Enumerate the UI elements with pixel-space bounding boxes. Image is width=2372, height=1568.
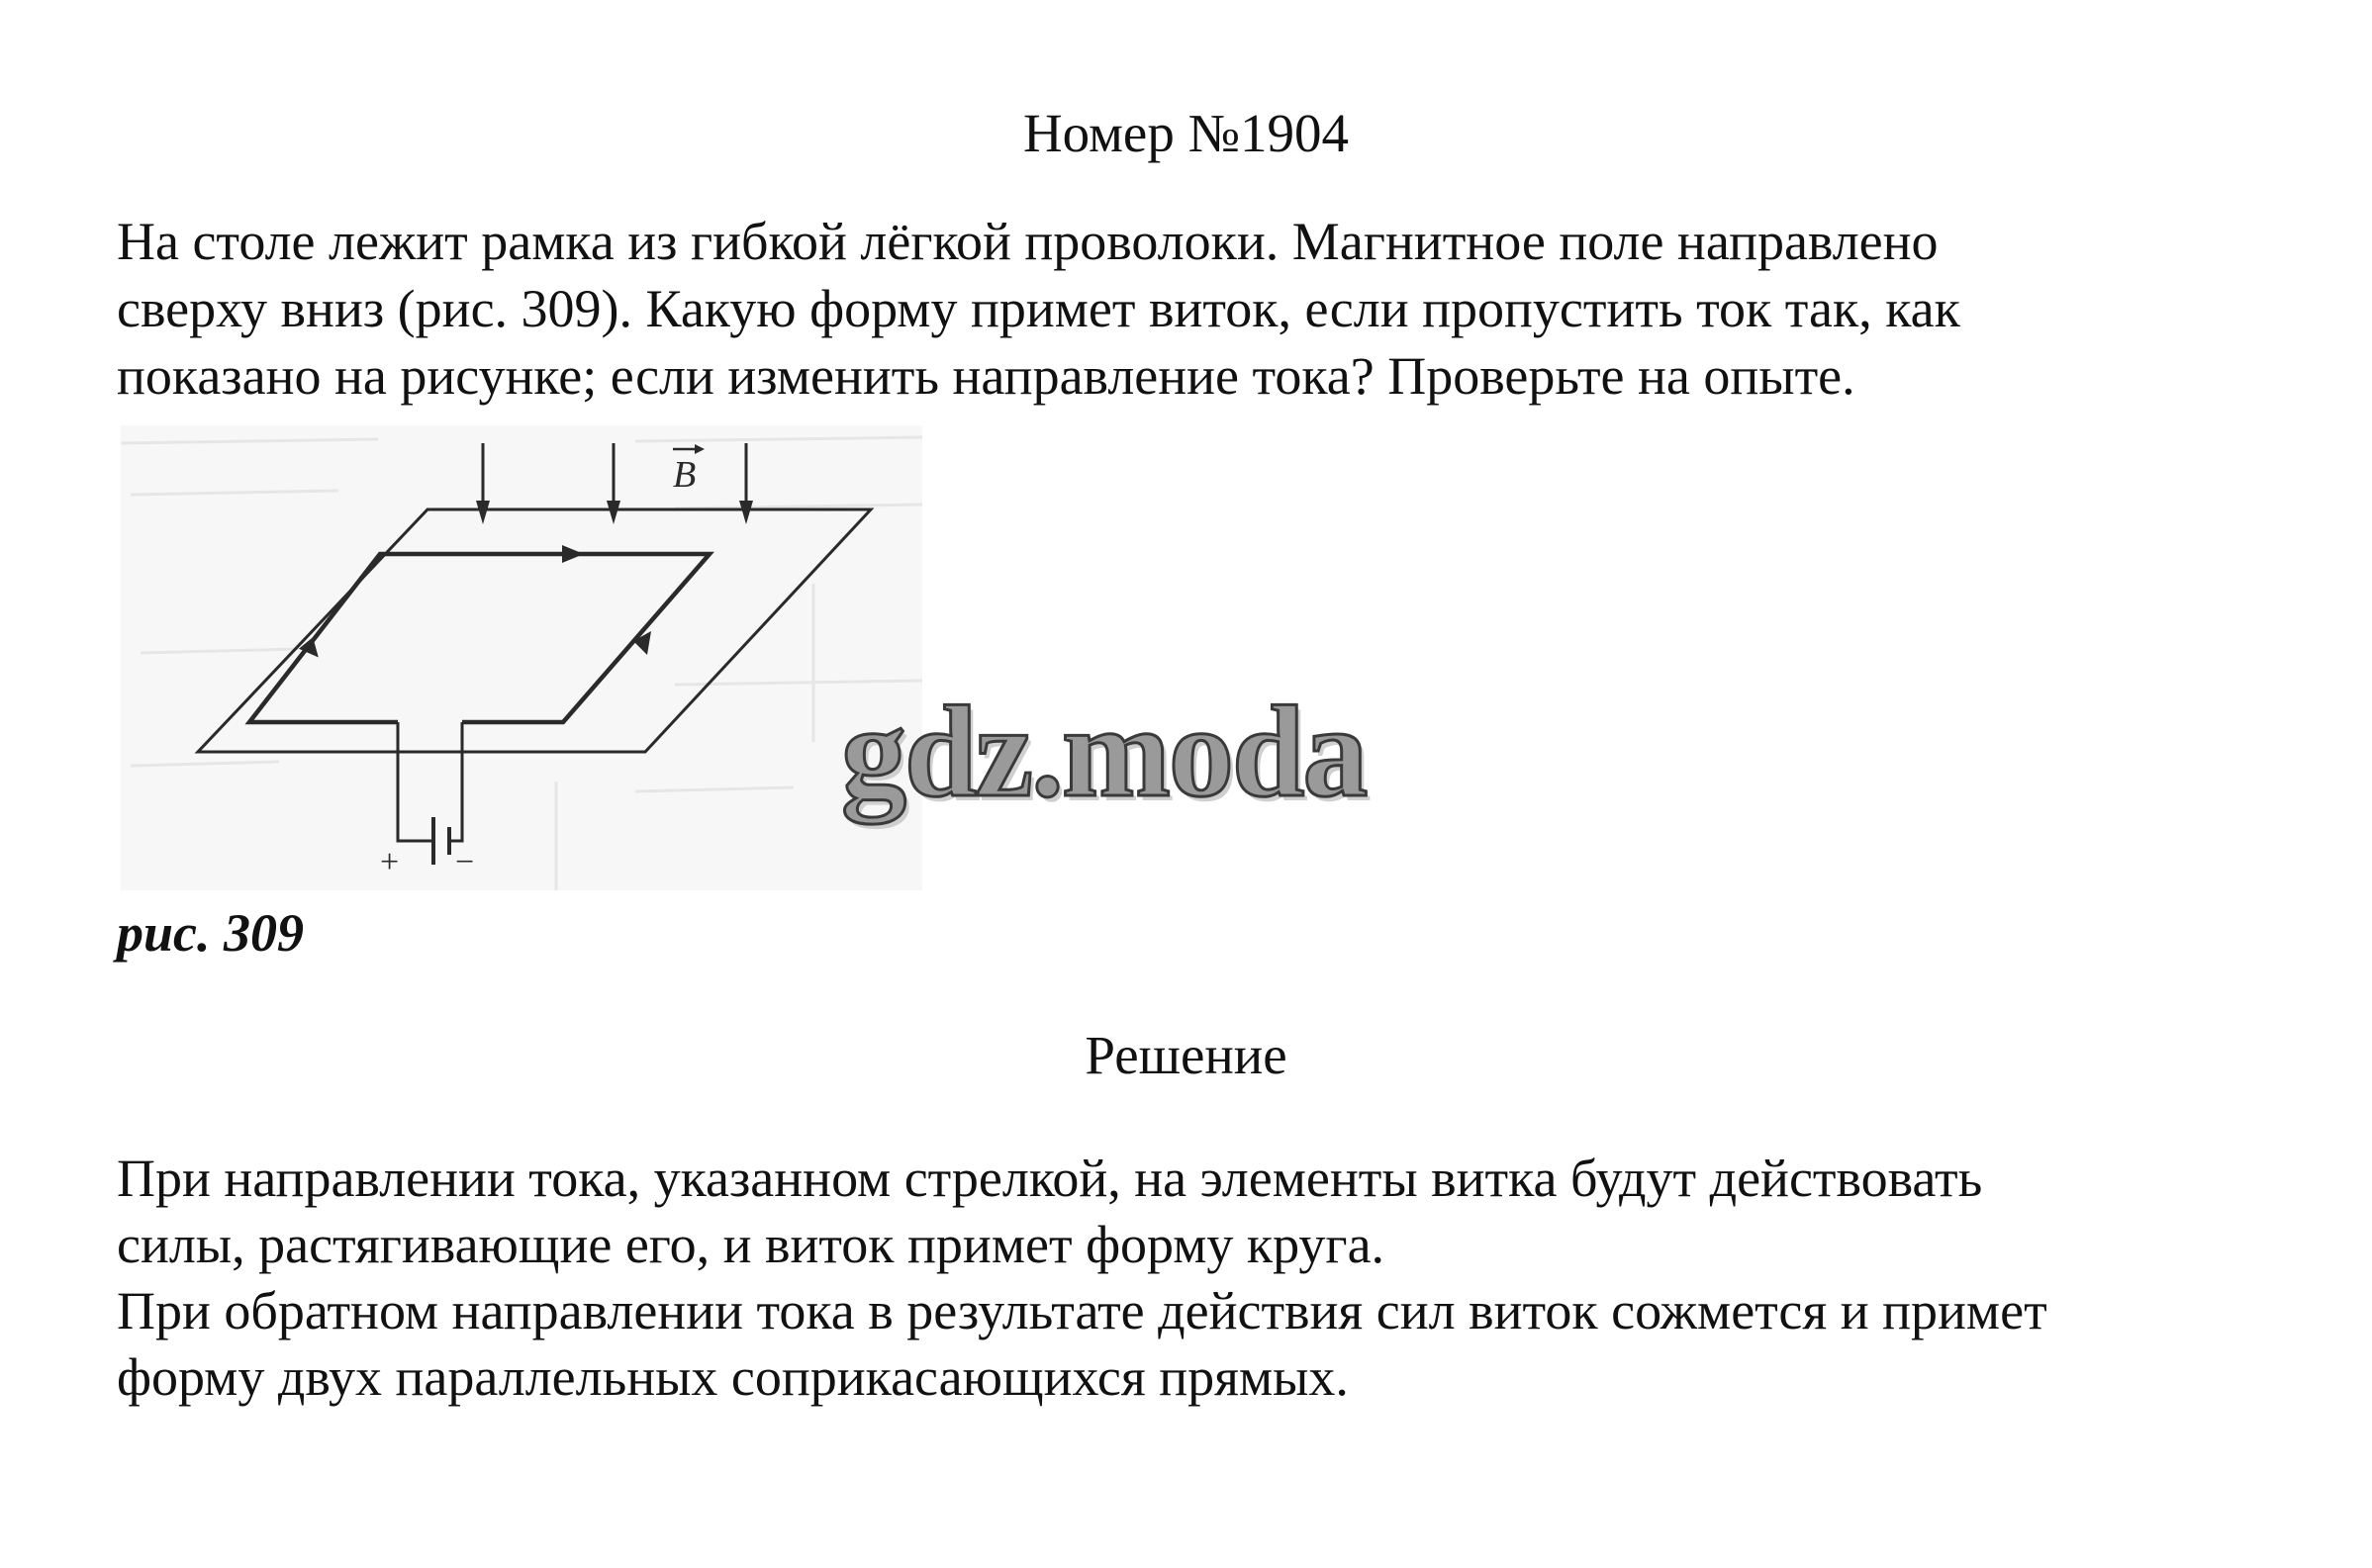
- scan-noise: [121, 437, 922, 890]
- plus-label: +: [380, 844, 400, 880]
- solution-text: [117, 1146, 2333, 1411]
- wire-frame-diagram: [121, 425, 922, 890]
- field-arrow-icon: [739, 501, 753, 524]
- vector-overline-arrow-icon: [695, 444, 705, 454]
- problem-text: [117, 208, 2274, 410]
- current-arrow-top-icon: [562, 545, 584, 563]
- problem-line: сверху вниз (рис. 309). Какую форму примет виток, если пропустить ток так, как: [117, 279, 1960, 338]
- figure-caption: рис. 309: [117, 903, 304, 963]
- table-surface: [198, 509, 871, 752]
- solution-title: Решение: [1085, 1025, 1287, 1085]
- field-label: B: [673, 454, 697, 496]
- current-arrow-right-icon: [633, 631, 651, 655]
- watermark-logo: gdz.moda: [841, 679, 1367, 824]
- solution-line: силы, растягивающие его, и виток примет форму круга.: [117, 1215, 1385, 1274]
- problem-line: показано на рисунке; если изменить направление тока? Проверьте на опыте.: [117, 346, 1855, 406]
- field-arrow-icon: [476, 501, 490, 524]
- lead-left: [398, 722, 433, 841]
- field-arrow-icon: [607, 501, 620, 524]
- solution-line: При направлении тока, указанном стрелкой, на элементы витка будут действовать: [117, 1149, 1983, 1208]
- lead-right: [449, 722, 462, 841]
- minus-label: −: [455, 844, 475, 880]
- figure-309: [121, 425, 922, 890]
- page-title: Номер №1904: [1022, 103, 1350, 163]
- solution-line: форму двух параллельных соприкасающихся прямых.: [117, 1347, 1349, 1407]
- problem-line: На столе лежит рамка из гибкой лёгкой проволоки. Магнитное поле направлено: [117, 212, 1939, 271]
- field-arrows: [483, 443, 746, 508]
- solution-line: При обратном направлении тока в результате действия сил виток сожмется и примет: [117, 1281, 2047, 1340]
